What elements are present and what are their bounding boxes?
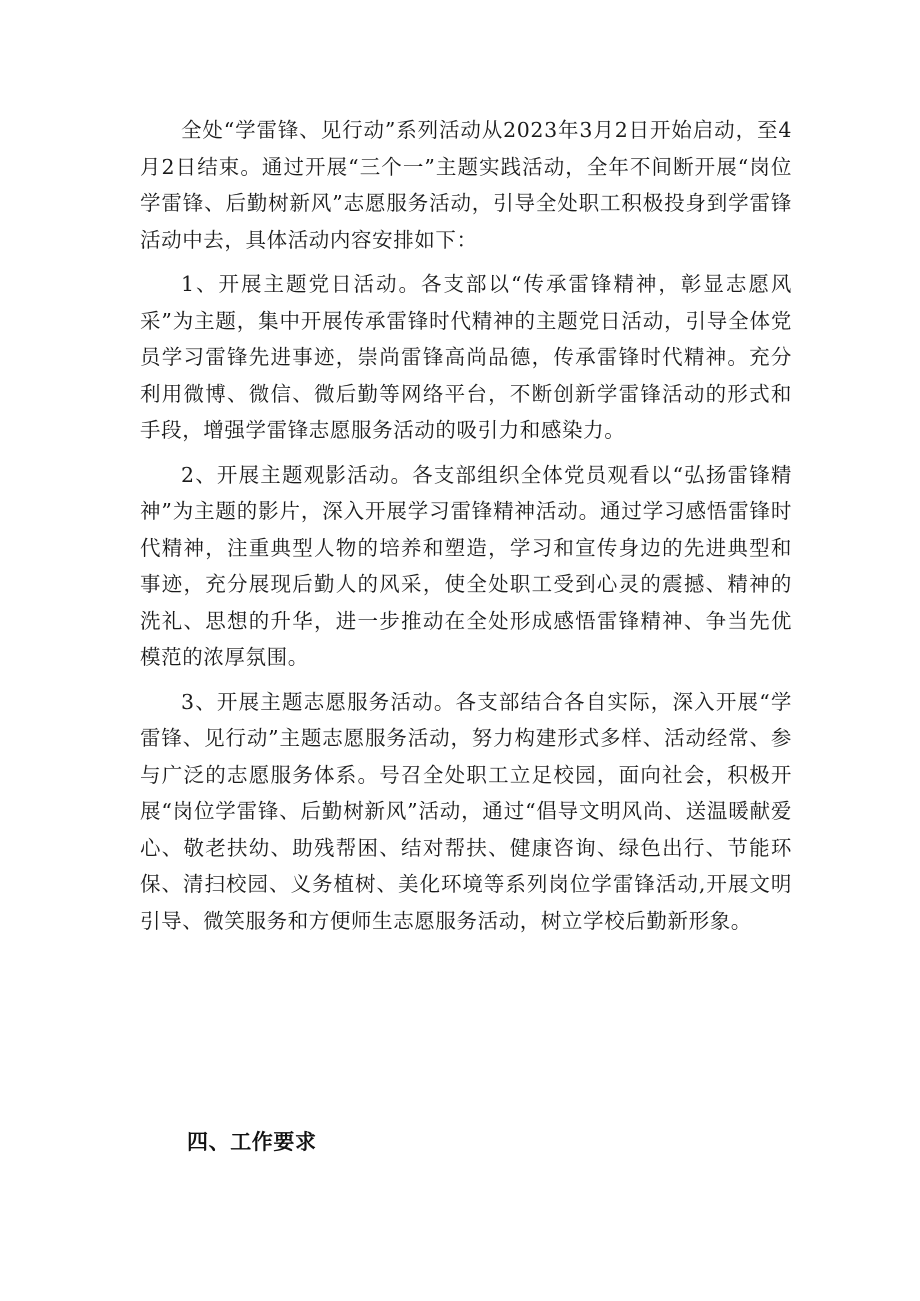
section-heading: 四、工作要求 [187, 1130, 317, 1154]
paragraph-item-1: 1、开展主题党日活动。各支部以“传承雷锋精神，彰显志愿风采”为主题，集中开展传承雷锋时代精神的主题党日活动，引导全体党员学习雷锋先进事迹，崇尚雷锋高尚品德，传承雷锋时代精神。充分利用微博、微信、微后勤等网络平台，不断创新学雷锋活动的形式和手段，增强学雷锋志愿服务活动的吸引力和感染力。 [140, 272, 792, 442]
paragraph-item-2: 2、开展主题观影活动。各支部组织全体党员观看以“弘扬雷锋精神”为主题的影片，深入开展学习雷锋精神活动。通过学习感悟雷锋时代精神，注重典型人物的培养和塑造，学习和宣传身边的先进典型和事迹，充分展现后勤人的风采，使全处职工受到心灵的震撼、精神的洗礼、思想的升华，进一步推动在全处形成感悟雷锋精神、争当先优模范的浓厚氛围。 [140, 462, 792, 669]
document-body [140, 112, 792, 947]
paragraph-intro: 全处“学雷锋、见行动”系列活动从2023年3月2日开始启动，至4月2日结束。通过开展“三个一”主题实践活动，全年不间断开展“岗位学雷锋、后勤树新风”志愿服务活动，引导全处职工积极投身到学雷锋活动中去，具体活动内容安排如下： [140, 118, 792, 252]
paragraph-item-3: 3、开展主题志愿服务活动。各支部结合各自实际，深入开展“学雷锋、见行动”主题志愿服务活动，努力构建形式多样、活动经常、参与广泛的志愿服务体系。号召全处职工立足校园，面向社会，积极开展“岗位学雷锋、后勤树新风”活动，通过“倡导文明风尚、送温暖献爱心、敬老扶幼、助残帮困、结对帮扶、健康咨询、绿色出行、节能环保、清扫校园、义务植树、美化环境等系列岗位学雷锋活动,开展文明引导、微笑服务和方便师生志愿服务活动，树立学校后勤新形象。 [140, 689, 792, 933]
